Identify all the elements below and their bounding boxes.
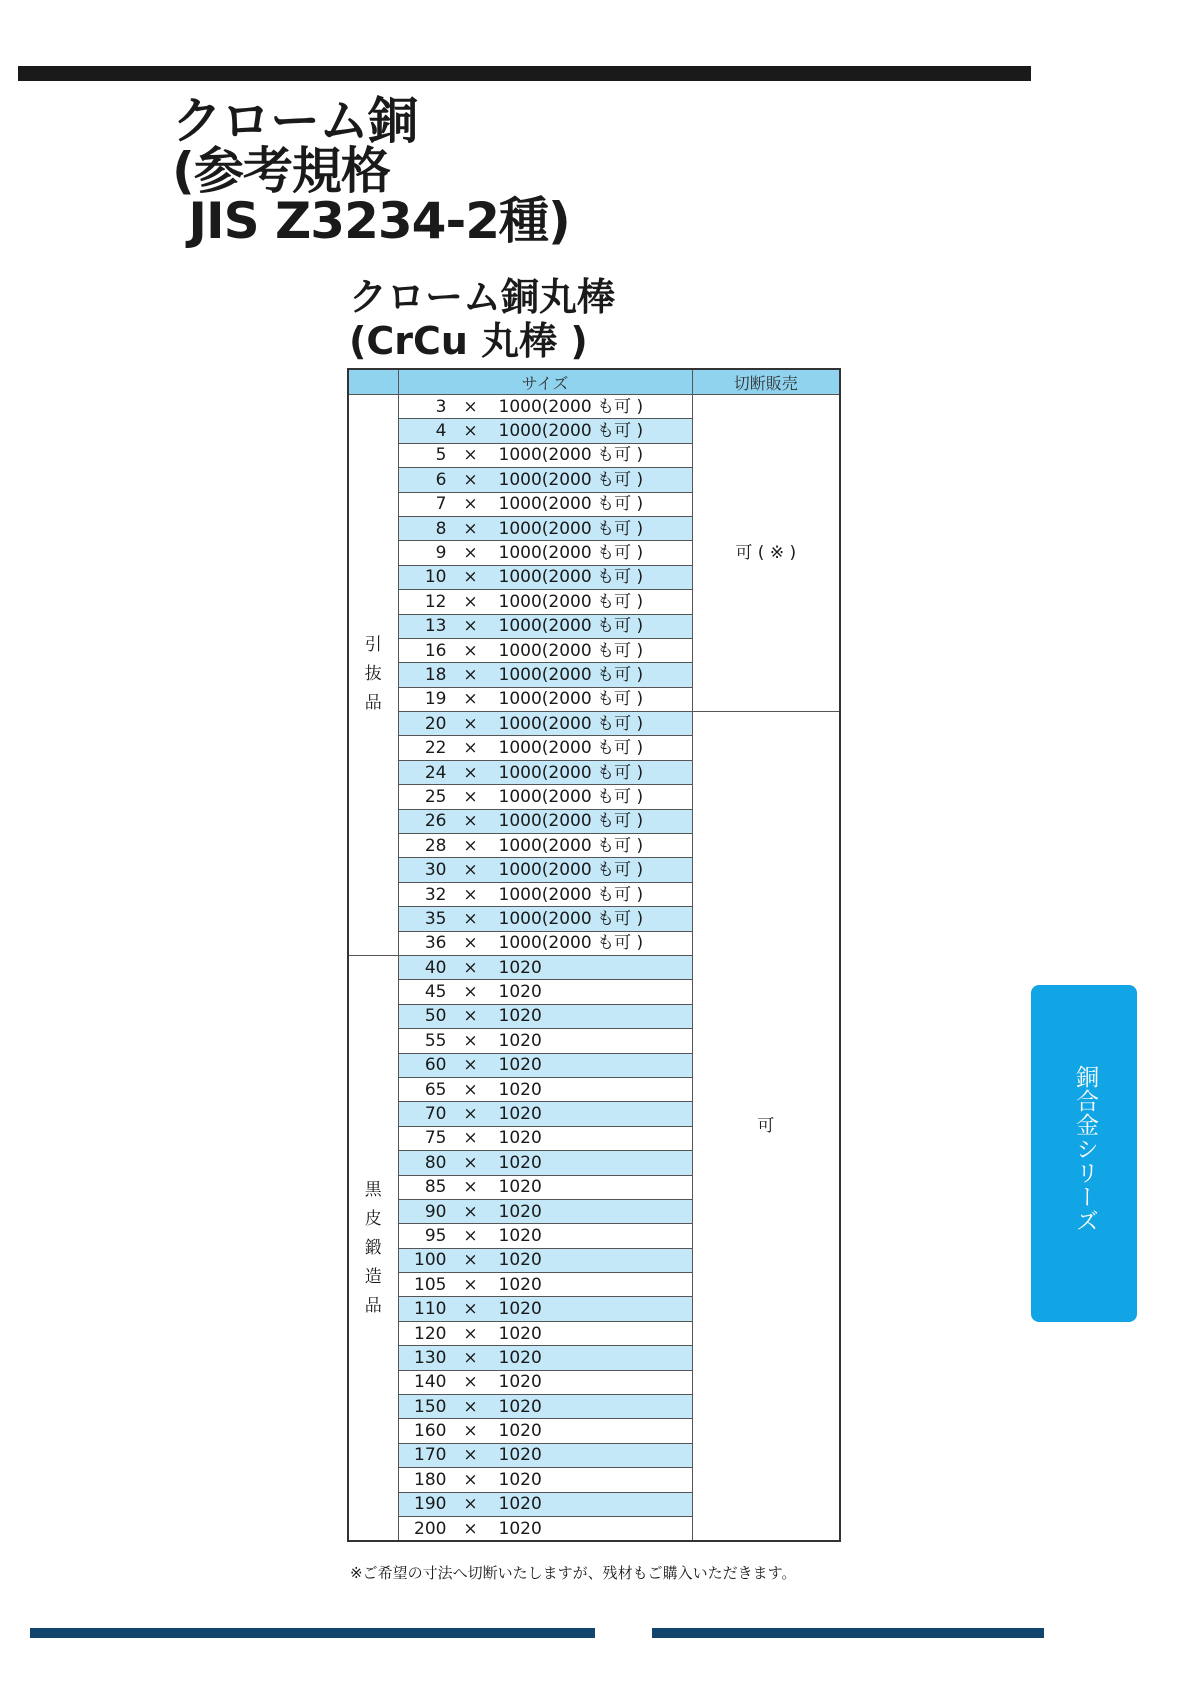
diameter-value: 50 (424, 1006, 447, 1027)
length-value: 1020 (498, 1177, 542, 1198)
length-value: 1020 (498, 1128, 542, 1149)
length-value: 1020 (498, 1104, 542, 1125)
length-value: 1000(2000 も可 ) (498, 543, 644, 564)
size-cell (398, 443, 692, 467)
length-value: 1020 (498, 1030, 542, 1051)
length-value: 1000(2000 も可 ) (498, 396, 644, 417)
diameter-value: 95 (424, 1225, 447, 1246)
times-symbol: × (463, 1177, 478, 1198)
diameter-value: 13 (424, 616, 447, 637)
diameter-value: 9 (435, 543, 447, 564)
size-cell (398, 492, 692, 516)
title-line-2: (参考規格 (172, 142, 390, 200)
length-value: 1000(2000 も可 ) (498, 445, 644, 466)
times-symbol: × (463, 1250, 478, 1271)
size-cell (398, 687, 692, 711)
times-symbol: × (463, 1396, 478, 1417)
length-value: 1020 (498, 1396, 542, 1417)
times-symbol: × (463, 445, 478, 466)
diameter-value: 18 (424, 664, 447, 685)
size-cell (398, 1468, 692, 1492)
times-symbol: × (463, 421, 478, 442)
diameter-value: 32 (424, 884, 447, 905)
times-symbol: × (463, 1128, 478, 1149)
size-cell (398, 1346, 692, 1370)
diameter-value: 75 (424, 1128, 447, 1149)
diameter-value: 200 (414, 1518, 447, 1539)
times-symbol: × (463, 1421, 478, 1442)
diameter-value: 19 (424, 689, 447, 710)
times-symbol: × (463, 762, 478, 783)
header-cut-sale: 切断販売 (692, 369, 840, 395)
length-value: 1020 (498, 1152, 542, 1173)
diameter-value: 140 (414, 1372, 447, 1393)
diameter-value: 24 (424, 762, 447, 783)
size-cell (398, 1492, 692, 1516)
size-cell (398, 712, 692, 736)
product-title (349, 275, 615, 363)
diameter-value: 70 (424, 1104, 447, 1125)
header-size: サイズ (398, 369, 692, 395)
diameter-value: 100 (414, 1250, 447, 1271)
size-table (347, 368, 841, 1542)
table-row (348, 395, 840, 419)
size-cell (398, 1273, 692, 1297)
diameter-value: 105 (414, 1274, 447, 1295)
times-symbol: × (463, 1225, 478, 1246)
length-value: 1020 (498, 1299, 542, 1320)
length-value: 1020 (498, 982, 542, 1003)
size-cell (398, 1102, 692, 1126)
length-value: 1000(2000 も可 ) (498, 664, 644, 685)
length-value: 1020 (498, 1274, 542, 1295)
length-value: 1000(2000 も可 ) (498, 786, 644, 807)
times-symbol: × (463, 908, 478, 929)
times-symbol: × (463, 1152, 478, 1173)
times-symbol: × (463, 1494, 478, 1515)
length-value: 1020 (498, 1250, 542, 1271)
length-value: 1000(2000 も可 ) (498, 713, 644, 734)
length-value: 1000(2000 も可 ) (498, 762, 644, 783)
diameter-value: 22 (424, 738, 447, 759)
length-value: 1000(2000 も可 ) (498, 908, 644, 929)
length-value: 1000(2000 も可 ) (498, 811, 644, 832)
times-symbol: × (463, 1104, 478, 1125)
size-cell (398, 468, 692, 492)
size-cell (398, 1395, 692, 1419)
cut-sale-cell: 可 (692, 712, 840, 1542)
category-label: 引抜品 (364, 635, 382, 714)
diameter-value: 3 (435, 396, 447, 417)
size-cell (398, 1297, 692, 1321)
times-symbol: × (463, 713, 478, 734)
size-cell (398, 1199, 692, 1223)
size-cell (398, 395, 692, 419)
size-cell (398, 980, 692, 1004)
length-value: 1000(2000 も可 ) (498, 835, 644, 856)
times-symbol: × (463, 1201, 478, 1222)
diameter-value: 5 (435, 445, 447, 466)
diameter-value: 25 (424, 786, 447, 807)
size-cell (398, 858, 692, 882)
diameter-value: 55 (424, 1030, 447, 1051)
diameter-value: 65 (424, 1079, 447, 1100)
length-value: 1020 (498, 1347, 542, 1368)
length-value: 1000(2000 も可 ) (498, 689, 644, 710)
times-symbol: × (463, 982, 478, 1003)
length-value: 1020 (498, 1323, 542, 1344)
size-cell (398, 419, 692, 443)
size-cell (398, 1053, 692, 1077)
times-symbol: × (463, 1445, 478, 1466)
size-cell (398, 882, 692, 906)
length-value: 1000(2000 も可 ) (498, 616, 644, 637)
times-symbol: × (463, 957, 478, 978)
length-value: 1020 (498, 957, 542, 978)
times-symbol: × (463, 811, 478, 832)
size-cell (398, 1370, 692, 1394)
length-value: 1000(2000 も可 ) (498, 567, 644, 588)
times-symbol: × (463, 786, 478, 807)
size-cell (398, 1151, 692, 1175)
diameter-value: 10 (424, 567, 447, 588)
size-cell (398, 907, 692, 931)
length-value: 1020 (498, 1469, 542, 1490)
title-line-3: JIS Z3234-2種) (172, 192, 570, 250)
length-value: 1020 (498, 1421, 542, 1442)
times-symbol: × (463, 616, 478, 637)
times-symbol: × (463, 933, 478, 954)
times-symbol: × (463, 591, 478, 612)
size-cell (398, 516, 692, 540)
size-cell (398, 590, 692, 614)
size-cell (398, 1321, 692, 1345)
length-value: 1000(2000 も可 ) (498, 591, 644, 612)
diameter-value: 160 (414, 1421, 447, 1442)
times-symbol: × (463, 543, 478, 564)
footnote: ※ご希望の寸法へ切断いたしますが、残材もご購入いただきます。 (350, 1564, 797, 1582)
length-value: 1000(2000 も可 ) (498, 884, 644, 905)
title-line-1: クローム銅 (172, 92, 417, 150)
length-value: 1020 (498, 1079, 542, 1100)
diameter-value: 130 (414, 1347, 447, 1368)
length-value: 1000(2000 も可 ) (498, 738, 644, 759)
size-cell (398, 736, 692, 760)
diameter-value: 20 (424, 713, 447, 734)
times-symbol: × (463, 664, 478, 685)
times-symbol: × (463, 860, 478, 881)
size-cell (398, 1516, 692, 1541)
size-cell (398, 614, 692, 638)
times-symbol: × (463, 518, 478, 539)
diameter-value: 40 (424, 957, 447, 978)
size-cell (398, 809, 692, 833)
times-symbol: × (463, 738, 478, 759)
page-title (172, 92, 570, 250)
table-header-row (348, 369, 840, 395)
times-symbol: × (463, 1518, 478, 1539)
diameter-value: 170 (414, 1445, 447, 1466)
length-value: 1020 (498, 1372, 542, 1393)
length-value: 1020 (498, 1494, 542, 1515)
size-cell (398, 785, 692, 809)
times-symbol: × (463, 1299, 478, 1320)
size-cell (398, 1004, 692, 1028)
times-symbol: × (463, 1323, 478, 1344)
diameter-value: 35 (424, 908, 447, 929)
times-symbol: × (463, 884, 478, 905)
diameter-value: 85 (424, 1177, 447, 1198)
times-symbol: × (463, 396, 478, 417)
size-cell (398, 1175, 692, 1199)
times-symbol: × (463, 469, 478, 490)
diameter-value: 12 (424, 591, 447, 612)
length-value: 1000(2000 も可 ) (498, 640, 644, 661)
diameter-value: 180 (414, 1469, 447, 1490)
size-cell (398, 541, 692, 565)
bottom-rule-left (30, 1628, 595, 1638)
subtitle-line-2: (CrCu 丸棒 ) (349, 319, 588, 363)
length-value: 1000(2000 も可 ) (498, 494, 644, 515)
length-value: 1000(2000 も可 ) (498, 933, 644, 954)
size-cell (398, 1443, 692, 1467)
size-cell (398, 1077, 692, 1101)
times-symbol: × (463, 689, 478, 710)
diameter-value: 45 (424, 982, 447, 1003)
times-symbol: × (463, 640, 478, 661)
size-cell (398, 834, 692, 858)
times-symbol: × (463, 1347, 478, 1368)
category-cell (348, 395, 398, 956)
size-cell (398, 1029, 692, 1053)
times-symbol: × (463, 1469, 478, 1490)
length-value: 1020 (498, 1201, 542, 1222)
size-cell (398, 638, 692, 662)
diameter-value: 4 (435, 421, 447, 442)
length-value: 1020 (498, 1055, 542, 1076)
diameter-value: 16 (424, 640, 447, 661)
diameter-value: 7 (435, 494, 447, 515)
diameter-value: 150 (414, 1396, 447, 1417)
table-row (348, 712, 840, 736)
bottom-rule-right (652, 1628, 1044, 1638)
times-symbol: × (463, 835, 478, 856)
length-value: 1000(2000 も可 ) (498, 860, 644, 881)
diameter-value: 120 (414, 1323, 447, 1344)
times-symbol: × (463, 1055, 478, 1076)
diameter-value: 110 (414, 1299, 447, 1320)
length-value: 1000(2000 も可 ) (498, 518, 644, 539)
subtitle-line-1: クローム銅丸棒 (349, 275, 616, 319)
diameter-value: 28 (424, 835, 447, 856)
size-cell (398, 1419, 692, 1443)
size-cell (398, 565, 692, 589)
times-symbol: × (463, 494, 478, 515)
diameter-value: 30 (424, 860, 447, 881)
cut-sale-cell: 可 ( ※ ) (692, 395, 840, 712)
length-value: 1020 (498, 1225, 542, 1246)
diameter-value: 8 (435, 518, 447, 539)
diameter-value: 6 (435, 469, 447, 490)
category-label: 黒皮鍛造品 (364, 1179, 382, 1316)
length-value: 1020 (498, 1518, 542, 1539)
diameter-value: 60 (424, 1055, 447, 1076)
header-category (348, 369, 398, 395)
table-body (348, 395, 840, 1542)
diameter-value: 190 (414, 1494, 447, 1515)
diameter-value: 80 (424, 1152, 447, 1173)
size-cell (398, 760, 692, 784)
length-value: 1020 (498, 1006, 542, 1027)
size-cell (398, 931, 692, 955)
diameter-value: 26 (424, 811, 447, 832)
times-symbol: × (463, 1079, 478, 1100)
size-cell (398, 955, 692, 979)
times-symbol: × (463, 1372, 478, 1393)
length-value: 1000(2000 も可 ) (498, 469, 644, 490)
side-tab-label: 銅合金シリーズ (1072, 1065, 1098, 1233)
diameter-value: 36 (424, 933, 447, 954)
length-value: 1000(2000 も可 ) (498, 421, 644, 442)
top-rule (18, 66, 1031, 81)
side-tab (1031, 985, 1137, 1322)
times-symbol: × (463, 1274, 478, 1295)
times-symbol: × (463, 1030, 478, 1051)
size-cell (398, 1126, 692, 1150)
size-cell (398, 1224, 692, 1248)
times-symbol: × (463, 567, 478, 588)
category-cell (348, 955, 398, 1541)
diameter-value: 90 (424, 1201, 447, 1222)
size-cell (398, 663, 692, 687)
size-cell (398, 1248, 692, 1272)
times-symbol: × (463, 1006, 478, 1027)
length-value: 1020 (498, 1445, 542, 1466)
